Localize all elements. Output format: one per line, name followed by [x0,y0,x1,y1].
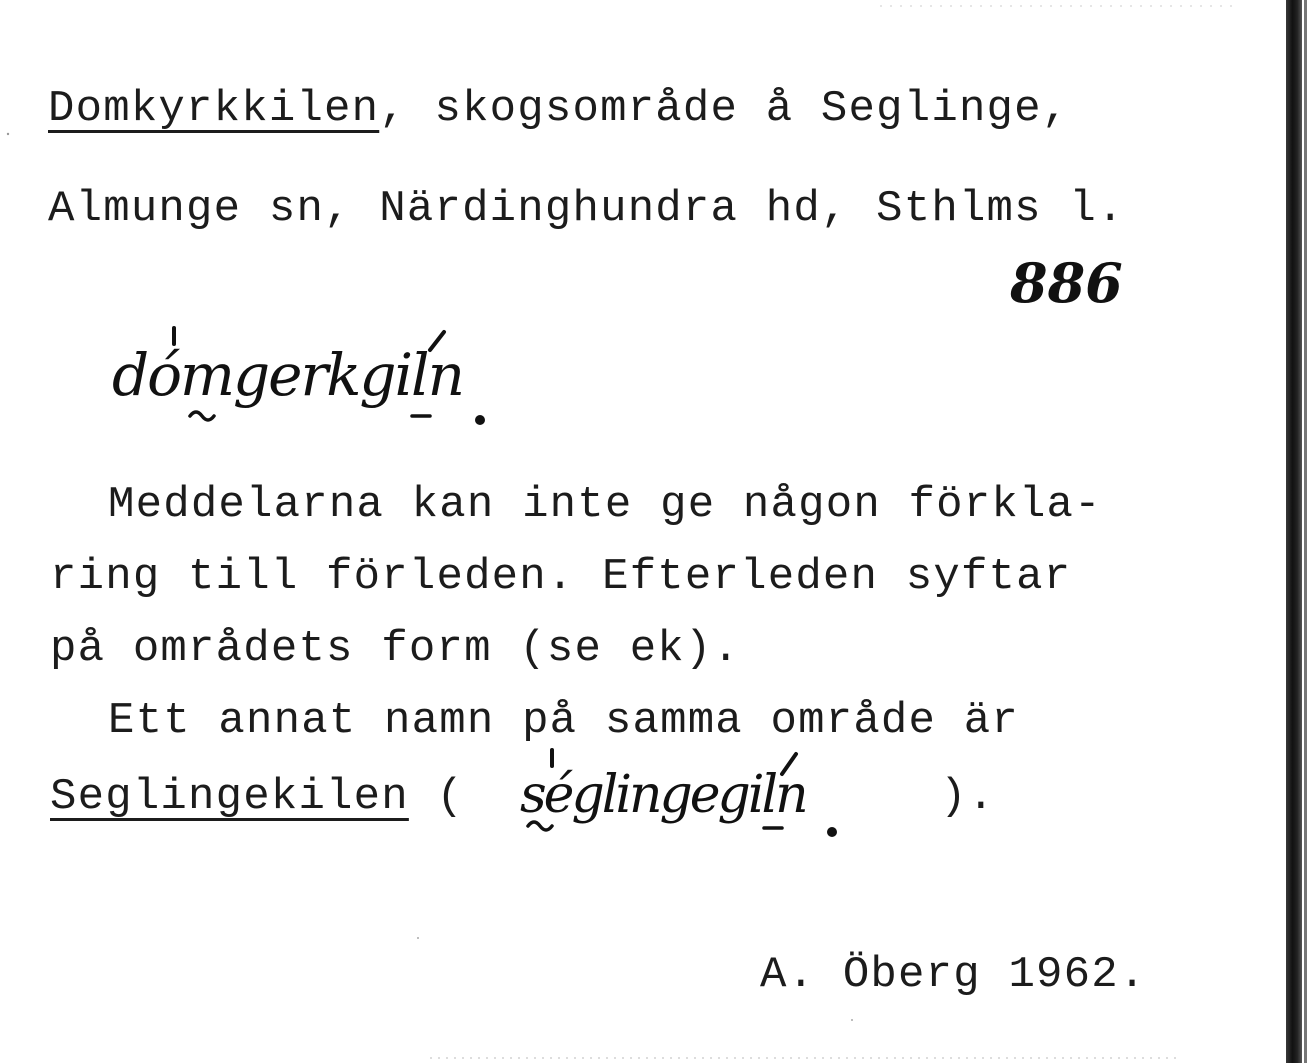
header-line-2: Almunge sn, Närdinghundra hd, Sthlms l. [48,184,1125,234]
body-line-4: Ett annat namn på samma område är [108,696,1019,746]
body-line-3: på områdets form (se ek). [50,624,741,674]
signature: A. Öberg 1962. [760,950,1147,1000]
alt-close: ). [940,772,996,822]
scan-edge-thin [1304,0,1307,1063]
header-line-1-rest: , skogsområde å Seglinge, [379,84,1070,134]
header-line-1 [48,84,1069,134]
headword: Domkyrkkilen [48,84,380,134]
alt-name: Seglingekilen [50,772,409,822]
archive-number-text: 886 [1010,251,1123,315]
alt-name-line [50,772,464,822]
pronunciation-1-text: dómgerkgiln [112,341,463,409]
pronunciation-2 [520,740,880,865]
pronunciation-1 [112,320,512,445]
scan-edge [1286,0,1302,1063]
archive-number [1010,251,1123,317]
body-line-1: Meddelarna kan inte ge någon förkla- [108,480,1102,530]
alt-open-paren: ( [436,772,465,822]
body-line-2: ring till förleden. Efterleden syftar [50,552,1072,602]
pronunciation-2-text: séglingegiln [520,765,806,825]
